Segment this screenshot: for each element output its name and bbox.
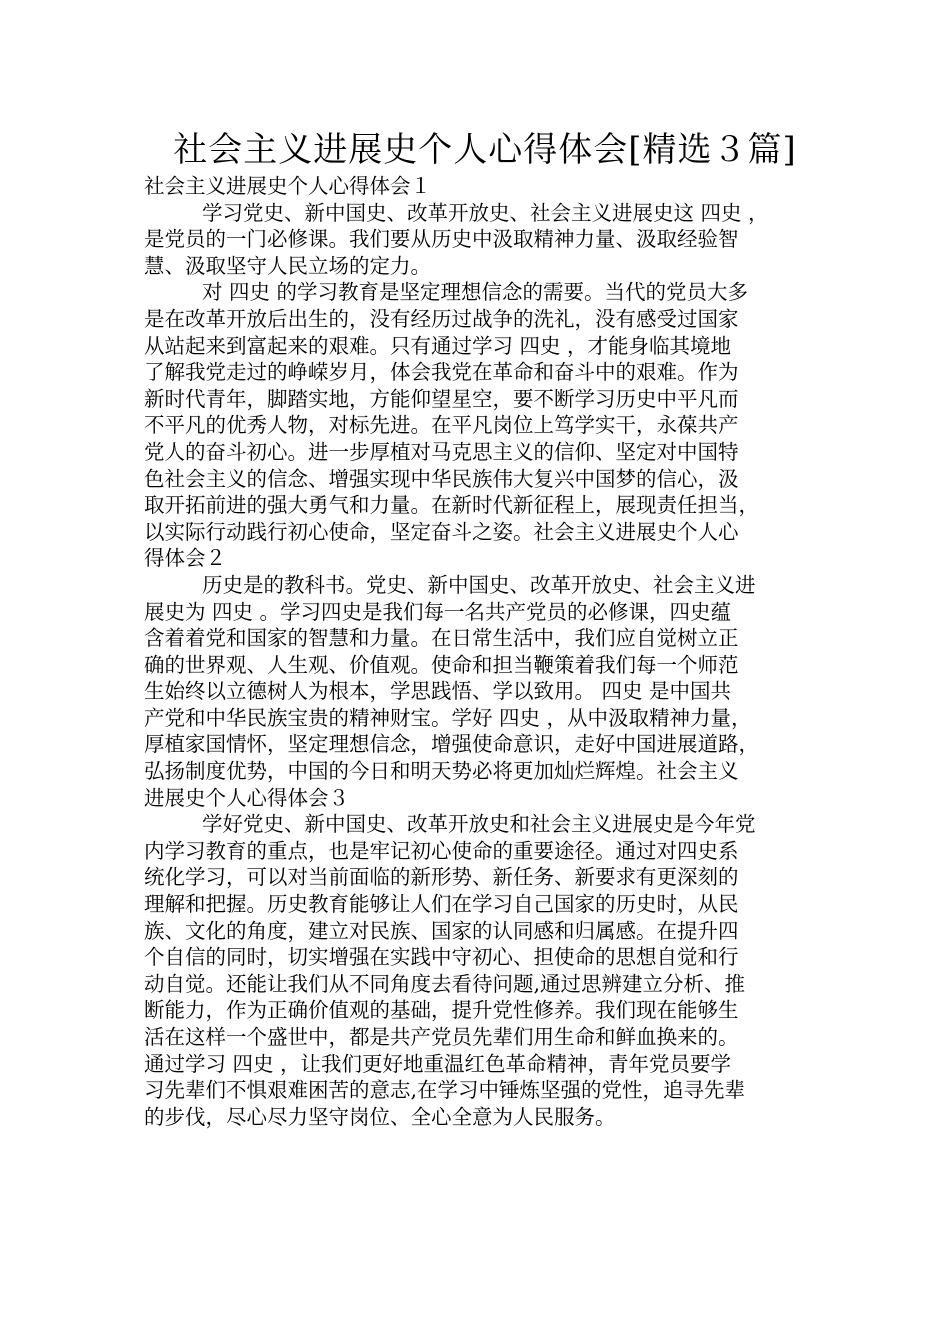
text-line: 习先辈们不惧艰难困苦的意志,在学习中锤炼坚强的党性，追寻先辈	[144, 1078, 746, 1103]
text-line: 新时代青年，脚踏实地，方能仰望星空，要不断学习历史中平凡而	[144, 386, 739, 411]
text-line: 得体会２	[144, 546, 226, 571]
text-line: 通过学习 四史 ，让我们更好地重温红色革命精神，青年党员要学	[144, 1051, 732, 1076]
text-line: 个自信的同时，切实增强在实践中守初心、担使命的思想自觉和行	[144, 945, 739, 970]
text-line: 动自觉。还能让我们从不同角度去看待问题,通过思辨建立分析、推	[144, 971, 746, 996]
text-line: 理解和把握。历史教育能够让人们在学习自己国家的历史时，从民	[144, 892, 739, 917]
text-line: 是在改革开放后出生的，没有经历过战争的洗礼，没有感受过国家	[144, 306, 739, 331]
text-line: 党人的奋斗初心。进一步厚植对马克思主义的信仰、坚定对中国特	[144, 439, 739, 464]
text-line: 慧、汲取坚守人民立场的定力。	[144, 253, 431, 278]
document-title: 社会主义进展史个人心得体会[精选３篇]	[173, 130, 797, 170]
text-line: 断能力，作为正确价值观的基础，提升党性修养。我们现在能够生	[144, 998, 739, 1023]
text-line: 族、文化的角度，建立对民族、国家的认同感和归属感。在提升四	[144, 918, 739, 943]
text-line: 展史为 四史 。学习四史是我们每一名共产党员的必修课，四史蕴	[144, 599, 732, 624]
text-line: 生始终以立德树人为根本，学思践悟、学以致用。 四史 是中国共	[144, 679, 732, 704]
text-line: 色社会主义的信念、增强实现中华民族伟大复兴中国梦的信心，汲	[144, 466, 739, 491]
text-line: 学好党史、新中国史、改革开放史和社会主义进展史是今年党	[202, 812, 756, 837]
text-line: 厚植家国情怀，坚定理想信念，增强使命意识，走好中国进展道路，	[144, 732, 759, 757]
document-body	[144, 173, 820, 1130]
text-line: 进展史个人心得体会３	[144, 785, 349, 810]
text-line: 产党和中华民族宝贵的精神财宝。学好 四史 ，从中汲取精神力量，	[144, 705, 752, 730]
text-line: 了解我党走过的峥嵘岁月，体会我党在革命和奋斗中的艰难。作为	[144, 360, 739, 385]
text-line: 取开拓前进的强大勇气和力量。在新时代新征程上，展现责任担当，	[144, 493, 759, 518]
text-line: 以实际行动践行初心使命，坚定奋斗之姿。社会主义进展史个人心	[144, 519, 739, 544]
text-line: 从站起来到富起来的艰难。只有通过学习 四史 ，才能身临其境地	[144, 333, 732, 358]
text-line: 历史是的教科书。党史、新中国史、改革开放史、社会主义进	[202, 572, 756, 597]
text-line: 学习党史、新中国史、改革开放史、社会主义进展史这 四史 ，	[202, 200, 769, 225]
text-line: 社会主义进展史个人心得体会１	[144, 174, 431, 198]
text-line: 统化学习，可以对当前面临的新形势、新任务、新要求有更深刻的	[144, 865, 739, 890]
text-line: 弘扬制度优势，中国的今日和明天势必将更加灿烂辉煌。社会主义	[144, 759, 739, 784]
text-line: 内学习教育的重点，也是牢记初心使命的重要途径。通过对四史系	[144, 838, 739, 863]
text-line: 不平凡的优秀人物，对标先进。在平凡岗位上笃学实干，永葆共产	[144, 413, 739, 438]
text-line: 确的世界观、人生观、价值观。使命和担当鞭策着我们每一个师范	[144, 652, 739, 677]
text-line: 含着着党和国家的智慧和力量。在日常生活中，我们应自觉树立正	[144, 626, 739, 651]
text-line: 是党员的一门必修课。我们要从历史中汲取精神力量、汲取经验智	[144, 227, 739, 252]
text-line: 活在这样一个盛世中，都是共产党员先辈们用生命和鲜血换来的。	[144, 1025, 739, 1049]
text-line: 对 四史 的学习教育是坚定理想信念的需要。当代的党员大多	[202, 280, 749, 305]
text-line: 的步伐，尽心尽力坚守岗位、全心全意为人民服务。	[144, 1104, 616, 1129]
